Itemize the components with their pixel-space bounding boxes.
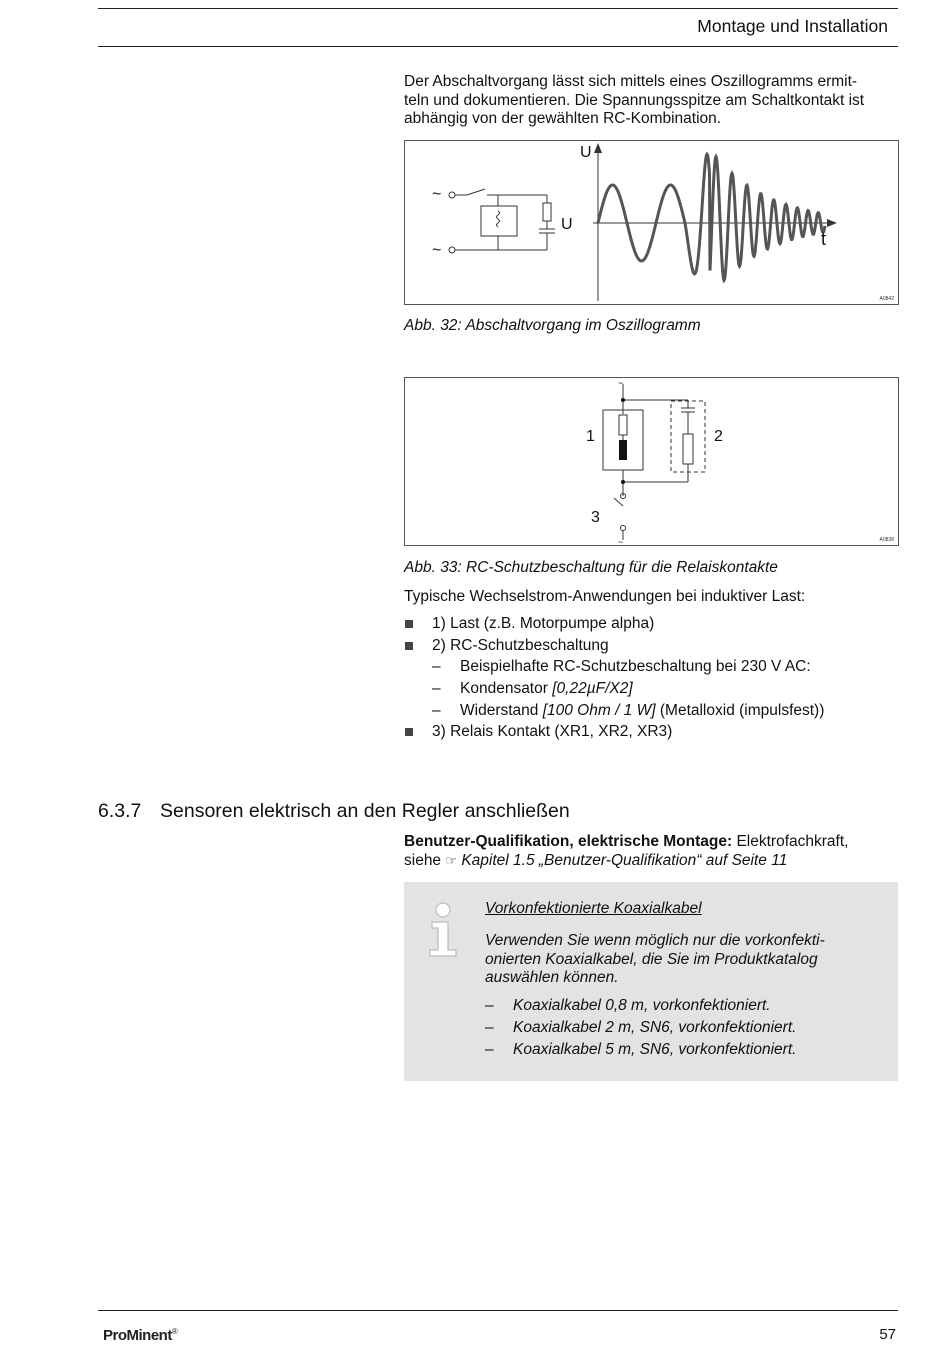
logo-registered-mark: ® bbox=[171, 1327, 178, 1336]
oscillogram-diagram bbox=[405, 141, 898, 304]
list-item: 2) RC-Schutzbeschaltung bbox=[404, 636, 898, 658]
tilde-bottom-label: ~ bbox=[432, 242, 442, 259]
info-title: Vorkonfektionierte Koaxialkabel bbox=[485, 900, 702, 917]
section-number: 6.3.7 bbox=[98, 800, 142, 822]
prominent-logo bbox=[103, 1327, 177, 1344]
tilde-top-label: ~ bbox=[432, 186, 442, 203]
info-body-line: Verwenden Sie wenn möglich nur die vorkonfekti- bbox=[485, 932, 825, 949]
info-list-item: – Koaxialkabel 2 m, SN6, vorkonfektioniert. bbox=[485, 1018, 796, 1040]
qualification-value: Elektrofachkraft, bbox=[732, 833, 849, 850]
qualification-label: Benutzer-Qualifikation, elektrische Montage: bbox=[404, 833, 733, 850]
resistor-note: (Metalloxid (impulsfest)) bbox=[655, 701, 825, 719]
intro-paragraph bbox=[404, 73, 898, 129]
info-body-line: onierten Koaxialkabel, die Sie im Produktkatalog bbox=[485, 950, 818, 968]
figure-rc-circuit bbox=[404, 377, 899, 546]
u-axis-arrow bbox=[594, 143, 602, 153]
junction-top bbox=[621, 398, 625, 402]
header-top-rule bbox=[98, 8, 898, 9]
figure-oscillogram bbox=[404, 140, 899, 305]
sub-list-item bbox=[404, 701, 898, 723]
intro-line-1: Der Abschaltvorgang lässt sich mittels eines Oszillogramms ermit- bbox=[404, 73, 858, 90]
info-body bbox=[485, 932, 865, 988]
see-text: siehe bbox=[404, 851, 446, 869]
resistor-label: Widerstand bbox=[460, 701, 543, 719]
label-1: 1 bbox=[586, 428, 595, 445]
rc-circuit-diagram bbox=[405, 378, 898, 545]
resistor-value: [100 Ohm / 1 W] bbox=[542, 701, 656, 719]
label-3: 3 bbox=[591, 509, 600, 526]
tilde-top-label: ~ bbox=[618, 378, 624, 388]
intro-line-3: abhängig von der gewählten RC-Kombination. bbox=[404, 110, 722, 127]
t-axis-label: t bbox=[821, 229, 827, 249]
intro-line-2: teln und dokumentieren. Die Spannungsspitze am Schaltkontakt ist bbox=[404, 91, 865, 109]
figure-caption: Abb. 32: Abschaltvorgang im Oszillogramm bbox=[404, 317, 701, 334]
hand-pointer-icon: ☞ bbox=[445, 852, 458, 868]
qualification-paragraph bbox=[404, 833, 898, 870]
info-icon bbox=[426, 900, 466, 960]
sub-list-item: – Beispielhafte RC-Schutzbeschaltung bei 230 V AC: bbox=[404, 657, 898, 679]
figure-id: A0838 bbox=[879, 537, 894, 543]
header-bottom-rule bbox=[98, 46, 898, 47]
coil-resistor bbox=[619, 440, 627, 460]
figure-id: A0842 bbox=[879, 296, 894, 302]
info-cable-list bbox=[485, 996, 796, 1062]
capacitor-label: Kondensator bbox=[460, 680, 553, 698]
sub-list-item bbox=[404, 679, 898, 701]
info-list-item: – Koaxialkabel 0,8 m, vorkonfektioniert. bbox=[485, 996, 796, 1018]
application-list bbox=[404, 614, 898, 744]
capacitor-value: [0,22µF/X2] bbox=[552, 680, 633, 698]
page-number: 57 bbox=[879, 1326, 896, 1343]
junction-bottom bbox=[621, 480, 625, 484]
section-title: Sensoren elektrisch an den Regler anschließen bbox=[160, 800, 570, 822]
u-axis-label: U bbox=[580, 144, 592, 161]
header-title: Montage und Installation bbox=[697, 16, 888, 36]
list-item: 1) Last (z.B. Motorpumpe alpha) bbox=[404, 614, 898, 636]
figure-caption: Abb. 33: RC-Schutzbeschaltung für die Relaiskontakte bbox=[404, 559, 778, 576]
logo-text: ProMinent bbox=[103, 1327, 172, 1344]
circuit-u-label: U bbox=[561, 216, 573, 233]
list-item: 3) Relais Kontakt (XR1, XR2, XR3) bbox=[404, 722, 898, 744]
oscillogram-waveform bbox=[598, 154, 825, 280]
t-axis-arrow bbox=[827, 219, 837, 227]
info-box bbox=[404, 882, 898, 1081]
label-2: 2 bbox=[714, 428, 723, 445]
chapter-link[interactable]: Kapitel 1.5 „Benutzer-Qualifikation“ auf Seite 11 bbox=[457, 851, 788, 869]
list-intro: Typische Wechselstrom-Anwendungen bei induktiver Last: bbox=[404, 588, 806, 605]
info-list-item: – Koaxialkabel 5 m, SN6, vorkonfektioniert. bbox=[485, 1040, 796, 1062]
footer-rule bbox=[98, 1310, 898, 1311]
info-body-line: auswählen können. bbox=[485, 969, 619, 986]
tilde-bottom-label: ~ bbox=[618, 537, 624, 545]
section-heading bbox=[98, 800, 570, 823]
